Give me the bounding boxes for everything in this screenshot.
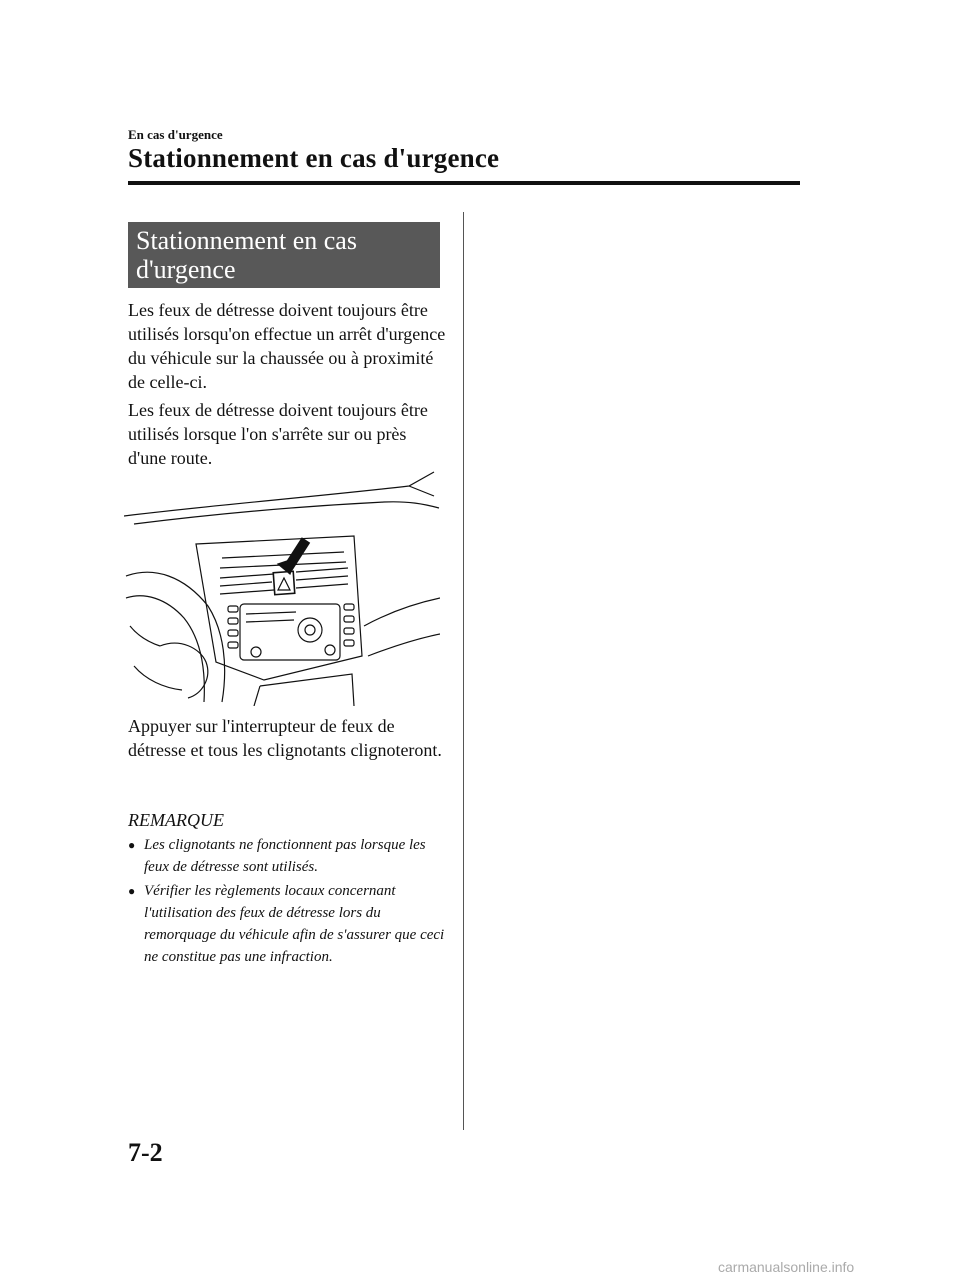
dashboard-hazard-switch-illustration: [124, 466, 440, 706]
paragraph-near-road: Les feux de détresse doivent toujours être utilisés lorsque l'on s'arrête sur ou près d'une route.: [128, 400, 428, 468]
bullet-icon: ●: [128, 838, 136, 852]
page-heading: Stationnement en cas d'urgence: [128, 143, 500, 173]
note-item: [128, 880, 448, 968]
note-item-text: Vérifier les règlements locaux concernant l'utilisation des feux de détresse lors du remorquage du véhicule afin de s'assurer que ceci ne constitue pas une infraction.: [144, 883, 445, 965]
bullet-icon: ●: [128, 884, 136, 898]
paragraph-press-switch: Appuyer sur l'interrupteur de feux de détresse et tous les clignotants clignoteront.: [128, 716, 442, 760]
chapter-label: En cas d'urgence: [128, 127, 223, 142]
section-title-box: [128, 222, 440, 288]
note-item-text: Les clignotants ne fonctionnent pas lorsque les feux de détresse sont utilisés.: [144, 837, 426, 875]
paragraph-roadside-stop: Les feux de détresse doivent toujours être utilisés lorsqu'on effectue un arrêt d'urgence du véhicule sur la chaussée ou à proximité de celle-ci.: [128, 300, 446, 392]
column-divider: [463, 212, 464, 1130]
note-heading: REMARQUE: [128, 810, 224, 830]
header-rule: [128, 181, 800, 185]
section-title-line1: Stationnement en cas: [136, 226, 357, 255]
watermark: carmanualsonline.info: [718, 1259, 855, 1275]
section-title-line2: d'urgence: [136, 255, 236, 284]
note-list: [128, 834, 448, 970]
note-item: [128, 834, 448, 878]
page-number: 7-2: [128, 1138, 163, 1167]
